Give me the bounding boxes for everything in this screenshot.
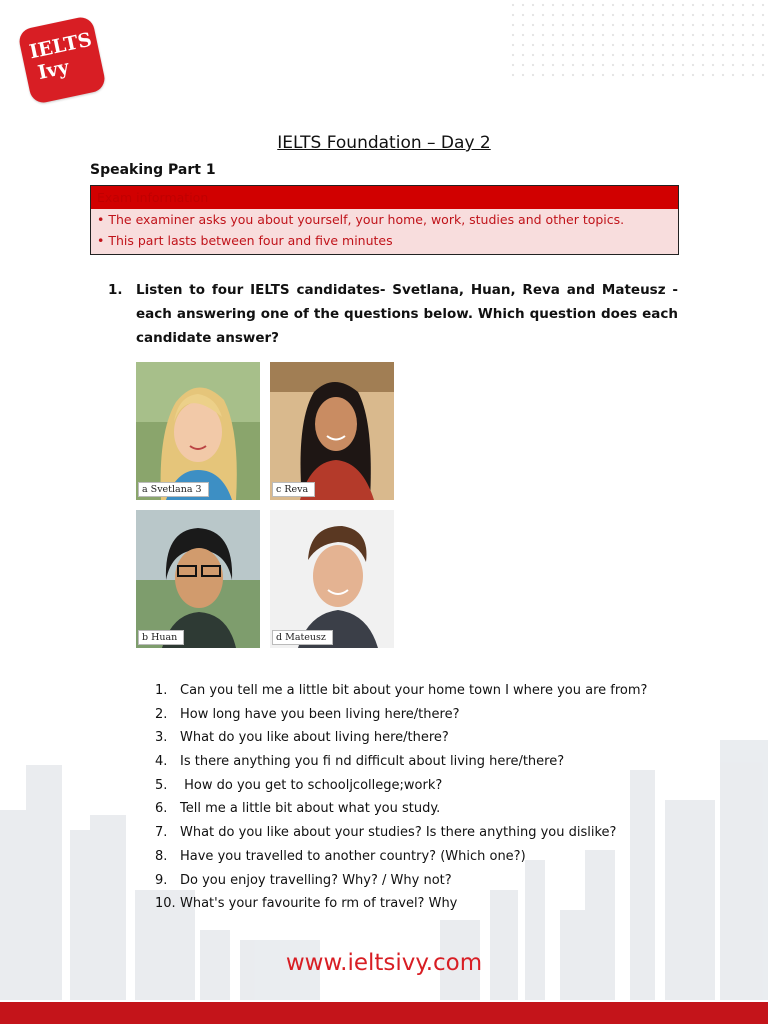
item-number: 6. (155, 801, 168, 817)
logo-line2: Ivy (35, 56, 71, 84)
candidate-photos (136, 362, 396, 650)
item-number: 5. (155, 777, 168, 793)
footer-website-link[interactable]: www.ieltsivy.com (285, 950, 483, 976)
item-text: What do you like about your studies? Is there anything you dislike? (180, 825, 617, 841)
exam-info-heading: Exam information (91, 186, 678, 209)
photo-caption: c Reva (272, 482, 315, 497)
item-text: How do you get to schooljcollege;work? (180, 777, 443, 793)
section-heading: Speaking Part 1 (90, 162, 216, 178)
photo-caption: a Svetlana 3 (138, 482, 209, 497)
item-text: What do you like about living here/there? (180, 730, 449, 746)
list-item (155, 726, 715, 750)
question-number: 1. (108, 282, 123, 298)
item-number: 8. (155, 848, 168, 864)
item-number: 9. (155, 872, 168, 888)
exam-info-box (90, 185, 679, 255)
question-instruction (108, 278, 678, 350)
item-number: 1. (155, 683, 168, 698)
exam-info-item: • This part lasts between four and five minutes (97, 233, 393, 248)
logo-line1: IELTS (27, 28, 94, 64)
item-text: Can you tell me a little bit about your home town I where you are from? (180, 683, 648, 698)
list-item (155, 679, 715, 703)
list-item (155, 869, 715, 893)
item-number: 3. (155, 730, 168, 746)
list-item (155, 797, 715, 821)
item-number: 2. (155, 706, 168, 722)
item-number: 4. (155, 754, 168, 770)
ielts-ivy-logo (17, 15, 107, 105)
photo-svetlana (136, 362, 260, 500)
footer-bar (0, 1002, 768, 1024)
item-text: What's your favourite fo rm of travel? Why (180, 896, 458, 912)
list-item (155, 892, 715, 916)
exam-info-item: • The examiner asks you about yourself, your home, work, studies and other topics. (97, 212, 625, 227)
list-item (155, 750, 715, 774)
item-number: 7. (155, 825, 168, 841)
page-title: IELTS Foundation – Day 2 (277, 133, 491, 153)
questions-list (155, 679, 715, 916)
item-number: 10. (155, 896, 176, 912)
photo-caption: b Huan (138, 630, 184, 645)
photo-answer: 3 (195, 484, 202, 495)
question-text: Listen to four IELTS candidates- Svetlana, Huan, Reva and Mateusz - each answering one of the questions below. Which question does each candidate answer? (136, 282, 678, 346)
list-item (155, 821, 715, 845)
list-item (155, 845, 715, 869)
list-item (155, 703, 715, 727)
photo-caption: d Mateusz (272, 630, 333, 645)
photo-reva (270, 362, 394, 500)
item-text: Have you travelled to another country? (Which one?) (180, 848, 526, 864)
photo-mateusz (270, 510, 394, 648)
item-text: How long have you been living here/there? (180, 706, 460, 722)
decorative-dots (508, 0, 768, 80)
item-text: Tell me a little bit about what you study. (180, 801, 441, 817)
list-item (155, 774, 715, 798)
item-text: Is there anything you fi nd difficult about living here/there? (180, 754, 565, 770)
photo-huan (136, 510, 260, 648)
item-text: Do you enjoy travelling? Why? / Why not? (180, 872, 452, 888)
